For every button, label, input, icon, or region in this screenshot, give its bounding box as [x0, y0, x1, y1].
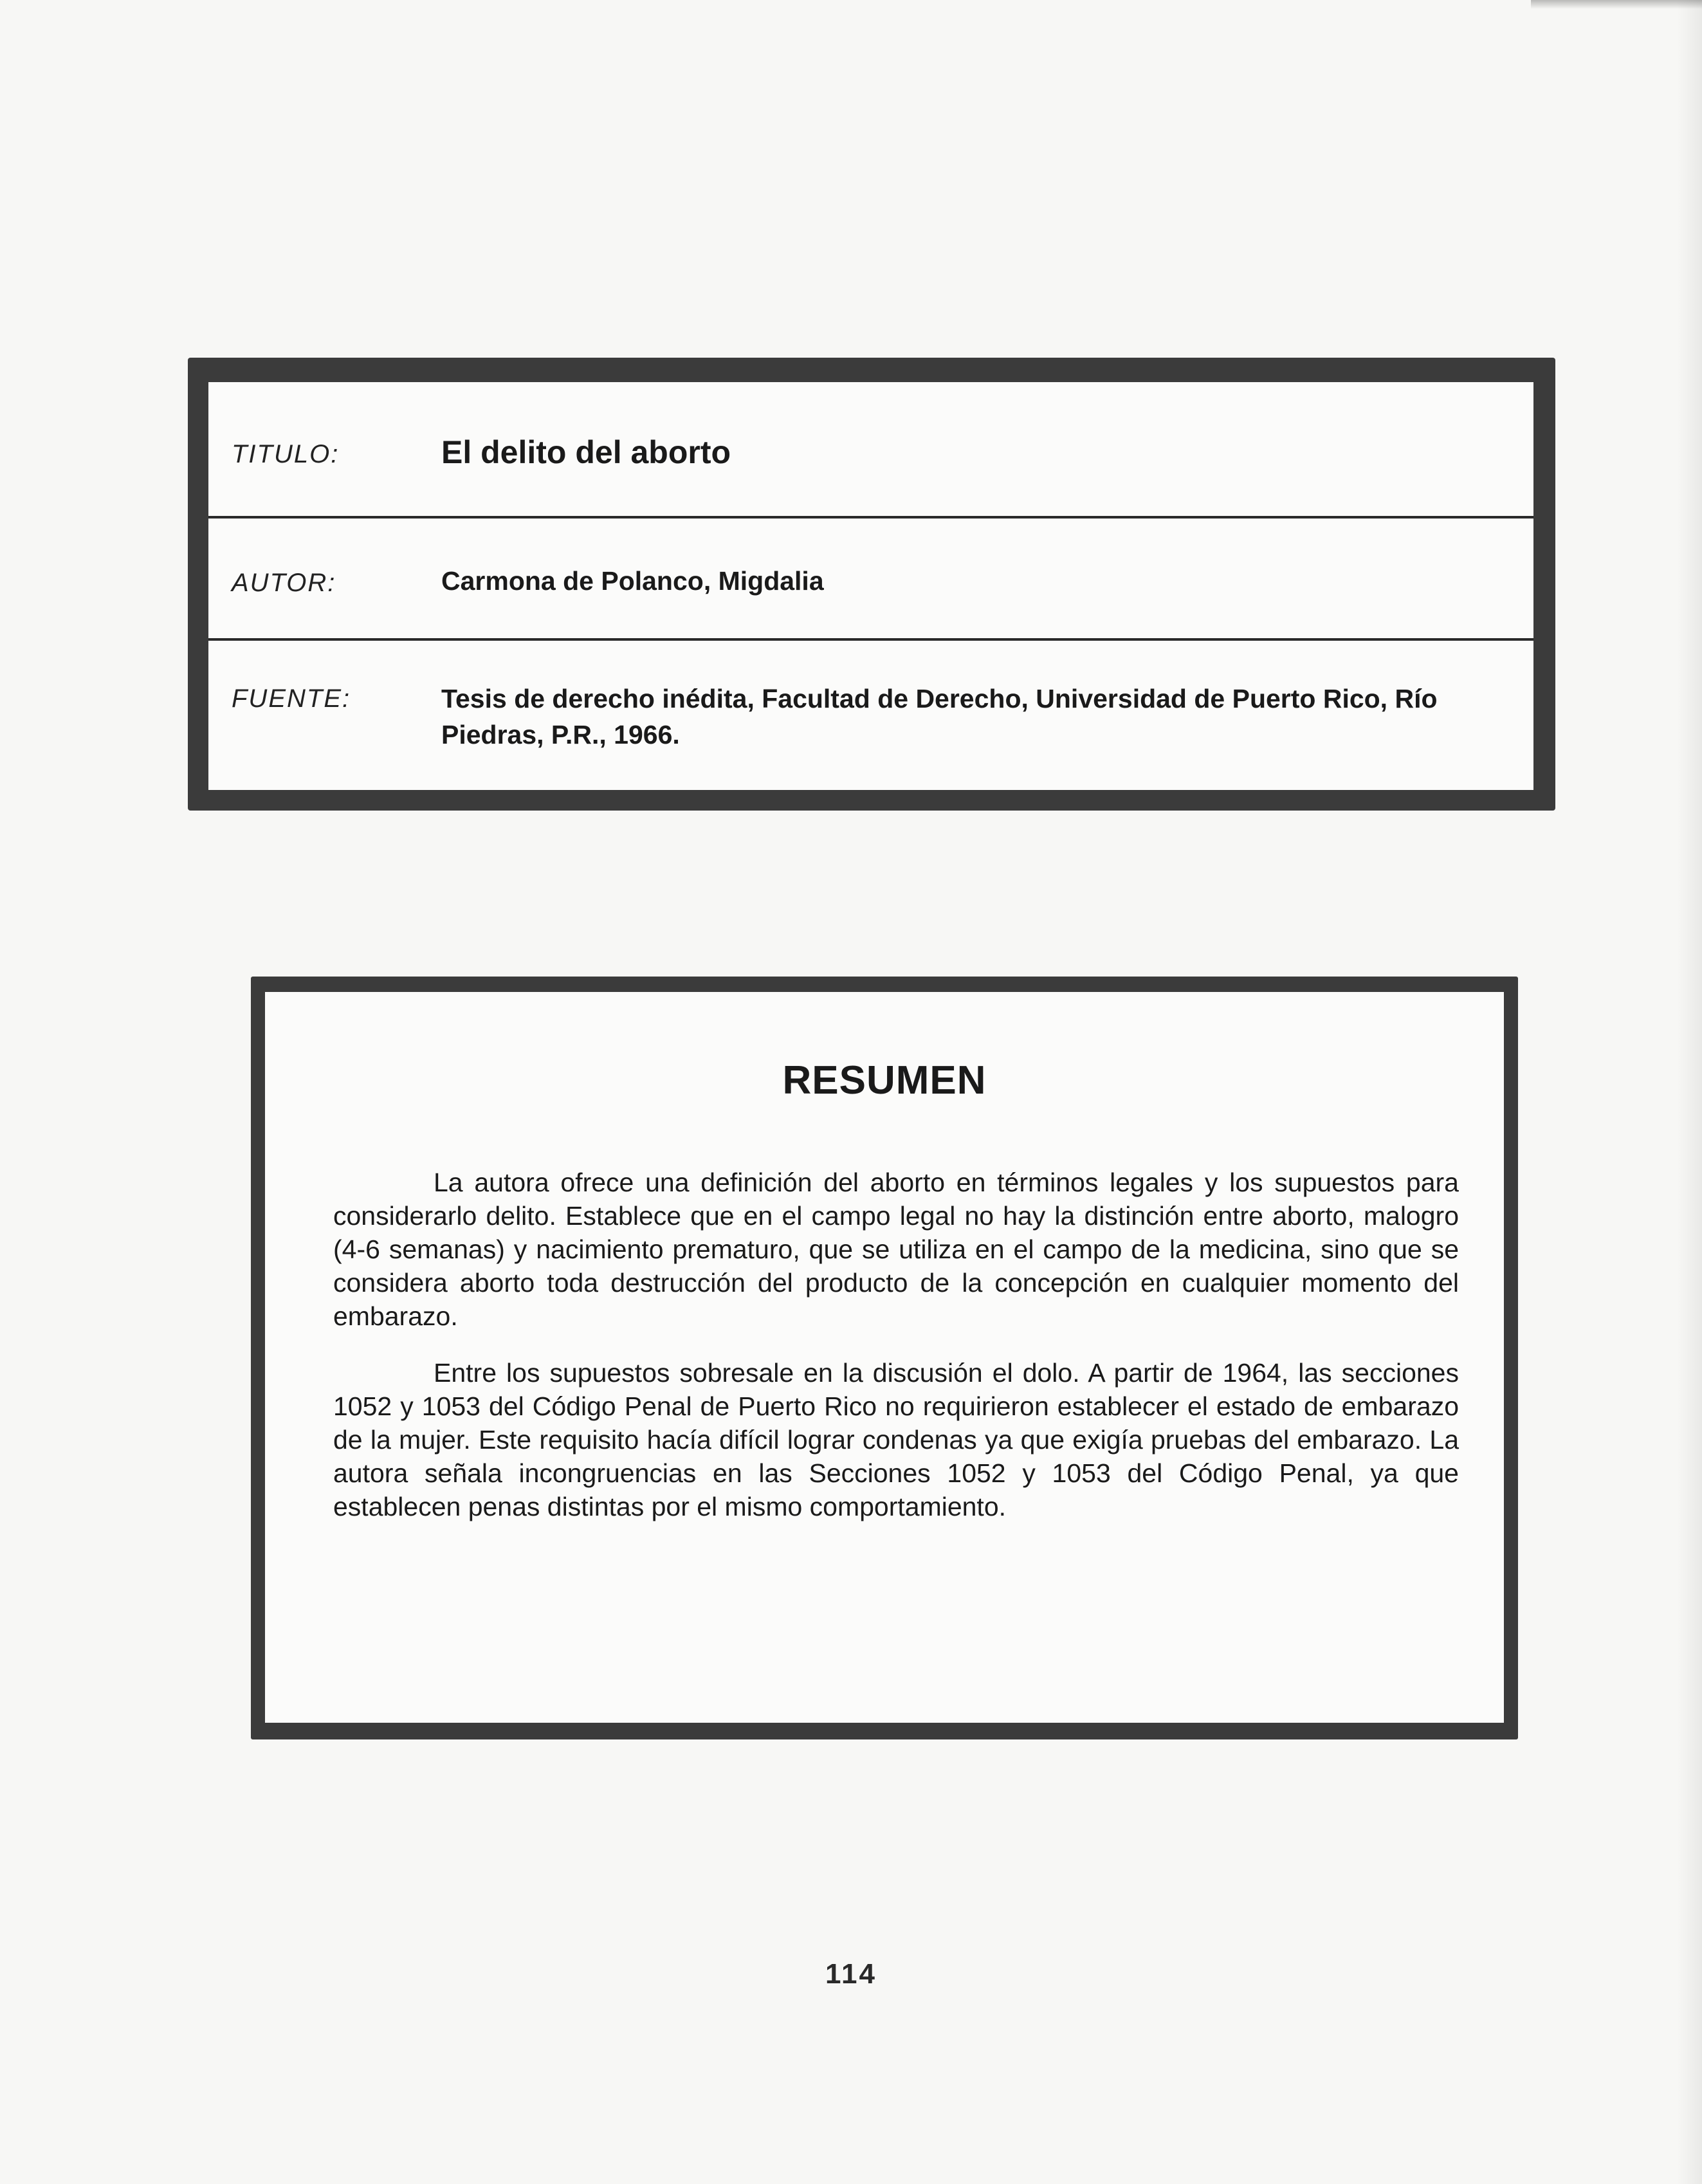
- titulo-row: [208, 382, 1533, 517]
- summary-paragraph-2: Entre los supuestos sobresale en la discusión el dolo. A partir de 1964, las secciones 1052 y 1053 del Código Penal de Puerto Rico no requirieron establecer el estado de embarazo de la mujer. Este requisito hacía difícil lograr condenas ya que exigía pruebas del embarazo. La autora señala incongruencias en las Secciones 1052 y 1053 del Código Penal, ya que establecen penas distintas por el mismo comportamiento.: [333, 1358, 1459, 1521]
- summary-box: [251, 977, 1518, 1739]
- titulo-value: El delito del aborto: [441, 434, 731, 470]
- fuente-row: [208, 641, 1533, 790]
- page-edge-shading: [1676, 0, 1702, 2184]
- page-number: 114: [825, 1958, 877, 1990]
- fuente-value: Tesis de derecho inédita, Facultad de Derecho, Universidad de Puerto Rico, Río Piedras, P.R., 1966.: [441, 684, 1438, 749]
- autor-row: [208, 518, 1533, 639]
- autor-label: AUTOR:: [232, 569, 336, 597]
- bibliographic-card-body: [208, 382, 1533, 790]
- summary-body: [265, 992, 1504, 1723]
- autor-value: Carmona de Polanco, Migdalia: [441, 566, 824, 596]
- summary-paragraph-1: La autora ofrece una definición del aborto en términos legales y los supuestos para considerarlo delito. Establece que en el campo legal no hay la distinción entre aborto, malogro (4-6 semanas) y nacimiento prematuro, que se utiliza en el campo de la medicina, sino que se considera aborto toda destrucción del producto de la concepción en cualquier momento del embarazo.: [333, 1168, 1459, 1331]
- bibliographic-card: [188, 358, 1555, 811]
- summary-heading: RESUMEN: [782, 1058, 987, 1103]
- titulo-label: TITULO:: [232, 440, 340, 468]
- fuente-label: FUENTE:: [232, 684, 351, 713]
